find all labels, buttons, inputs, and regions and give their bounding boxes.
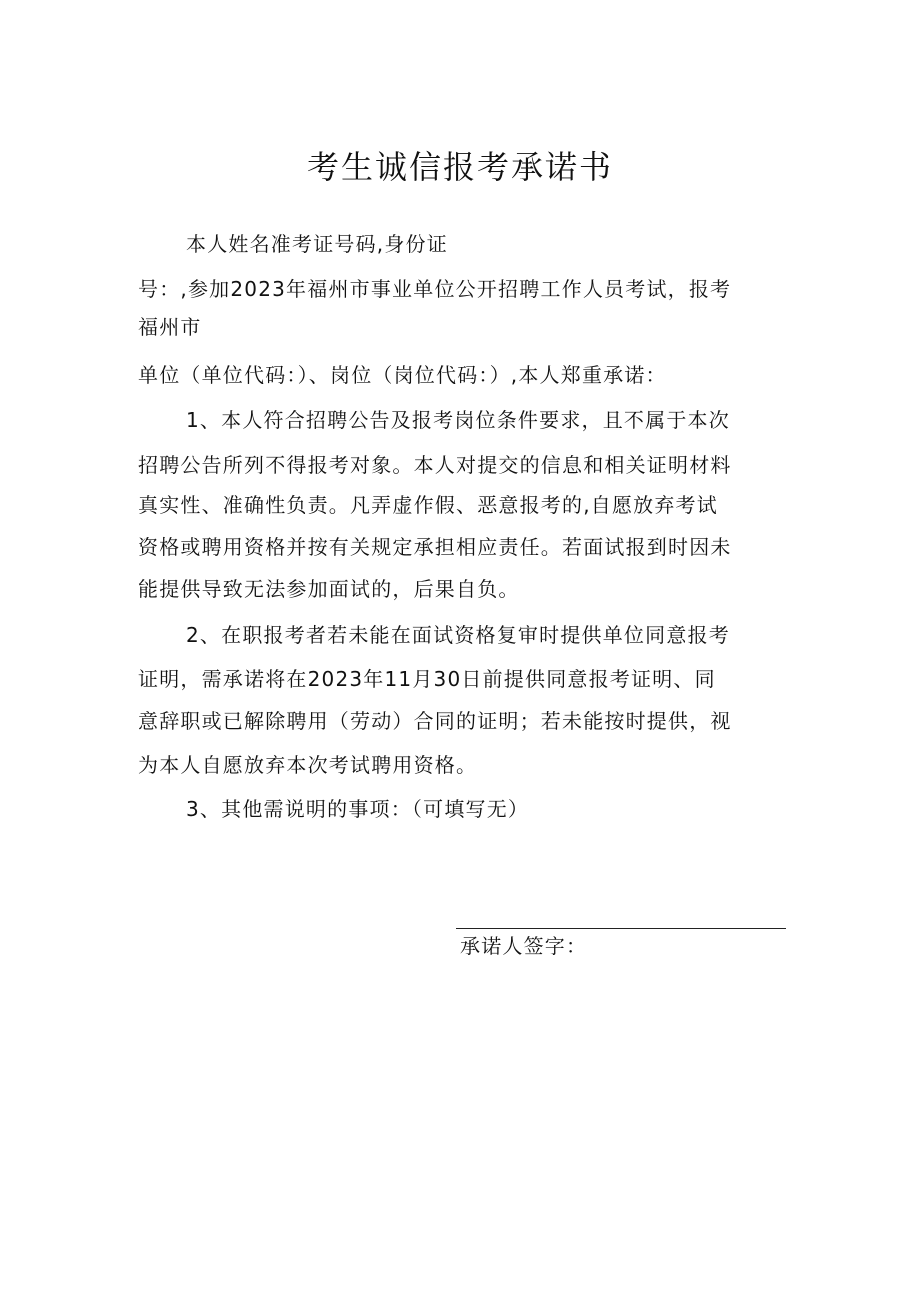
intro-line-2: 号：,参加2023年福州市事业单位公开招聘工作人员考试，报考 (138, 277, 732, 301)
signature-rule (456, 928, 786, 929)
item1-line-5: 能提供导致无法参加面试的，后果自负。 (138, 577, 520, 601)
signature-label: 承诺人签字： (460, 934, 588, 958)
item2-line-1: 2、在职报考者若未能在面试资格复审时提供单位同意报考 (186, 623, 730, 647)
item1-line-1: 1、本人符合招聘公告及报考岗位条件要求，且不属于本次 (186, 408, 730, 432)
item3-line: 3、其他需说明的事项：（可填写无） (186, 797, 530, 821)
intro-line-4: 单位（单位代码：）、岗位（岗位代码：）,本人郑重承诺： (138, 363, 667, 387)
item2-line-3: 意辞职或已解除聘用（劳动）合同的证明；若未能按时提供，视 (138, 709, 732, 733)
document-title: 考生诚信报考承诺书 (306, 148, 613, 186)
item1-line-4: 资格或聘用资格并按有关规定承担相应责任。若面试报到时因未 (138, 535, 732, 559)
intro-line-1: 本人姓名准考证号码,身份证 (186, 232, 448, 256)
item2-line-4: 为本人自愿放弃本次考试聘用资格。 (138, 753, 478, 777)
intro-line-3: 福州市 (138, 315, 202, 339)
item1-line-3: 真实性、准确性负责。凡弄虚作假、恶意报考的,自愿放弃考试 (138, 493, 718, 517)
item2-line-2: 证明，需承诺将在2023年11月30日前提供同意报考证明、同 (138, 667, 716, 691)
item1-line-2: 招聘公告所列不得报考对象。本人对提交的信息和相关证明材料 (138, 453, 732, 477)
